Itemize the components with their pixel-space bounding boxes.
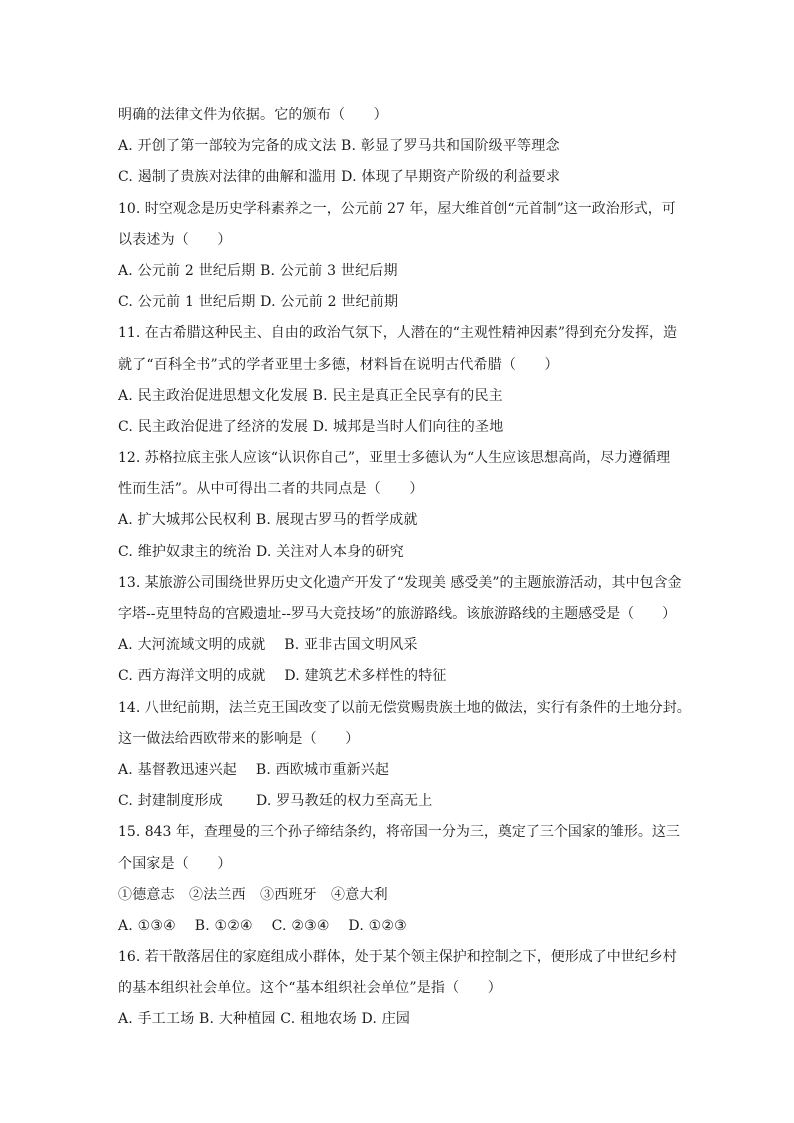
q14-stem-line1: 14. 八世纪前期，法兰克王国改变了以前无偿赏赐贵族土地的做法，实行有条件的土地分封。	[118, 699, 691, 716]
q13-options-cd: C. 西方海洋文明的成就 D. 建筑艺术多样性的特征	[118, 668, 447, 685]
q11-stem-line1: 11. 在古希腊这种民主、自由的政治气氛下，人潜在的“主观性精神因素”得到充分发挥，造	[118, 325, 678, 342]
q16-options: A. 手工工场 B. 大种植园 C. 租地农场 D. 庄园	[118, 1011, 411, 1028]
q14-options-ab: A. 基督教迅速兴起 B. 西欧城市重新兴起	[118, 761, 390, 778]
q15-stem-line2: 个国家是（ ）	[118, 855, 232, 872]
q10-stem-line1: 10. 时空观念是历史学科素养之一，公元前 27 年，屋大维首创“元首制”这一政治形式，可	[118, 200, 676, 217]
q10-stem-line2: 以表述为（ ）	[118, 231, 232, 248]
q11-options-ab: A. 民主政治促进思想文化发展 B. 民主是真正全民享有的民主	[118, 387, 503, 404]
q14-options-cd: C. 封建制度形成 D. 罗马教廷的权力至高无上	[118, 793, 433, 810]
q15-stem-line1: 15. 843 年，查理曼的三个孙子缔结条约，将帝国一分为三，奠定了三个国家的雏形。这三	[118, 824, 680, 841]
q16-stem-line1: 16. 若干散落居住的家庭组成小群体，处于某个领主保护和控制之下，便形成了中世纪乡村	[118, 949, 677, 966]
q14-stem-line2: 这一做法给西欧带来的影响是（ ）	[118, 730, 360, 747]
q15-choice-list: ①德意志 ②法兰西 ③西班牙 ④意大利	[118, 886, 388, 903]
q13-stem-line1: 13. 某旅游公司围绕世界历史文化遗产开发了“发现美 感受美”的主题旅游活动，其中包含金	[118, 574, 682, 591]
q12-options-ab: A. 扩大城邦公民权利 B. 展现古罗马的哲学成就	[118, 512, 418, 529]
q16-stem-line2: 的基本组织社会单位。这个“基本组织社会单位”是指（ ）	[118, 980, 502, 997]
q13-options-ab: A. 大河流域文明的成就 B. 亚非古国文明风采	[118, 637, 418, 654]
q10-options-cd: C. 公元前 1 世纪后期 D. 公元前 2 世纪前期	[118, 294, 399, 311]
q12-stem-line2: 性而生活”。从中可得出二者的共同点是（ ）	[118, 481, 424, 498]
exam-page-content	[118, 100, 691, 1036]
q15-options: A. ①③④ B. ①②④ C. ②③④ D. ①②③	[118, 917, 407, 934]
q10-options-ab: A. 公元前 2 世纪后期 B. 公元前 3 世纪后期	[118, 262, 398, 279]
q12-stem-line1: 12. 苏格拉底主张人应该“认识你自己”，亚里士多德认为“人生应该思想高尚，尽力遵循理	[118, 450, 671, 467]
q9-options-ab: A. 开创了第一部较为完备的成文法 B. 彰显了罗马共和国阶级平等理念	[118, 138, 560, 155]
q13-stem-line2: 字塔--克里特岛的宫殿遗址--罗马大竞技场”的旅游路线。该旅游路线的主题感受是（ ）	[118, 606, 677, 622]
q12-options-cd: C. 维护奴隶主的统治 D. 关注对人本身的研究	[118, 543, 404, 560]
q11-options-cd: C. 民主政治促进了经济的发展 D. 城邦是当时人们向往的圣地	[118, 418, 504, 435]
q9-stem-continuation: 明确的法律文件为依据。它的颁布（ ）	[118, 107, 388, 123]
q11-stem-line2: 就了“百科全书”式的学者亚里士多德，材料旨在说明古代希腊（ ）	[118, 356, 559, 373]
q9-options-cd: C. 遏制了贵族对法律的曲解和滥用 D. 体现了早期资产阶级的利益要求	[118, 169, 561, 186]
